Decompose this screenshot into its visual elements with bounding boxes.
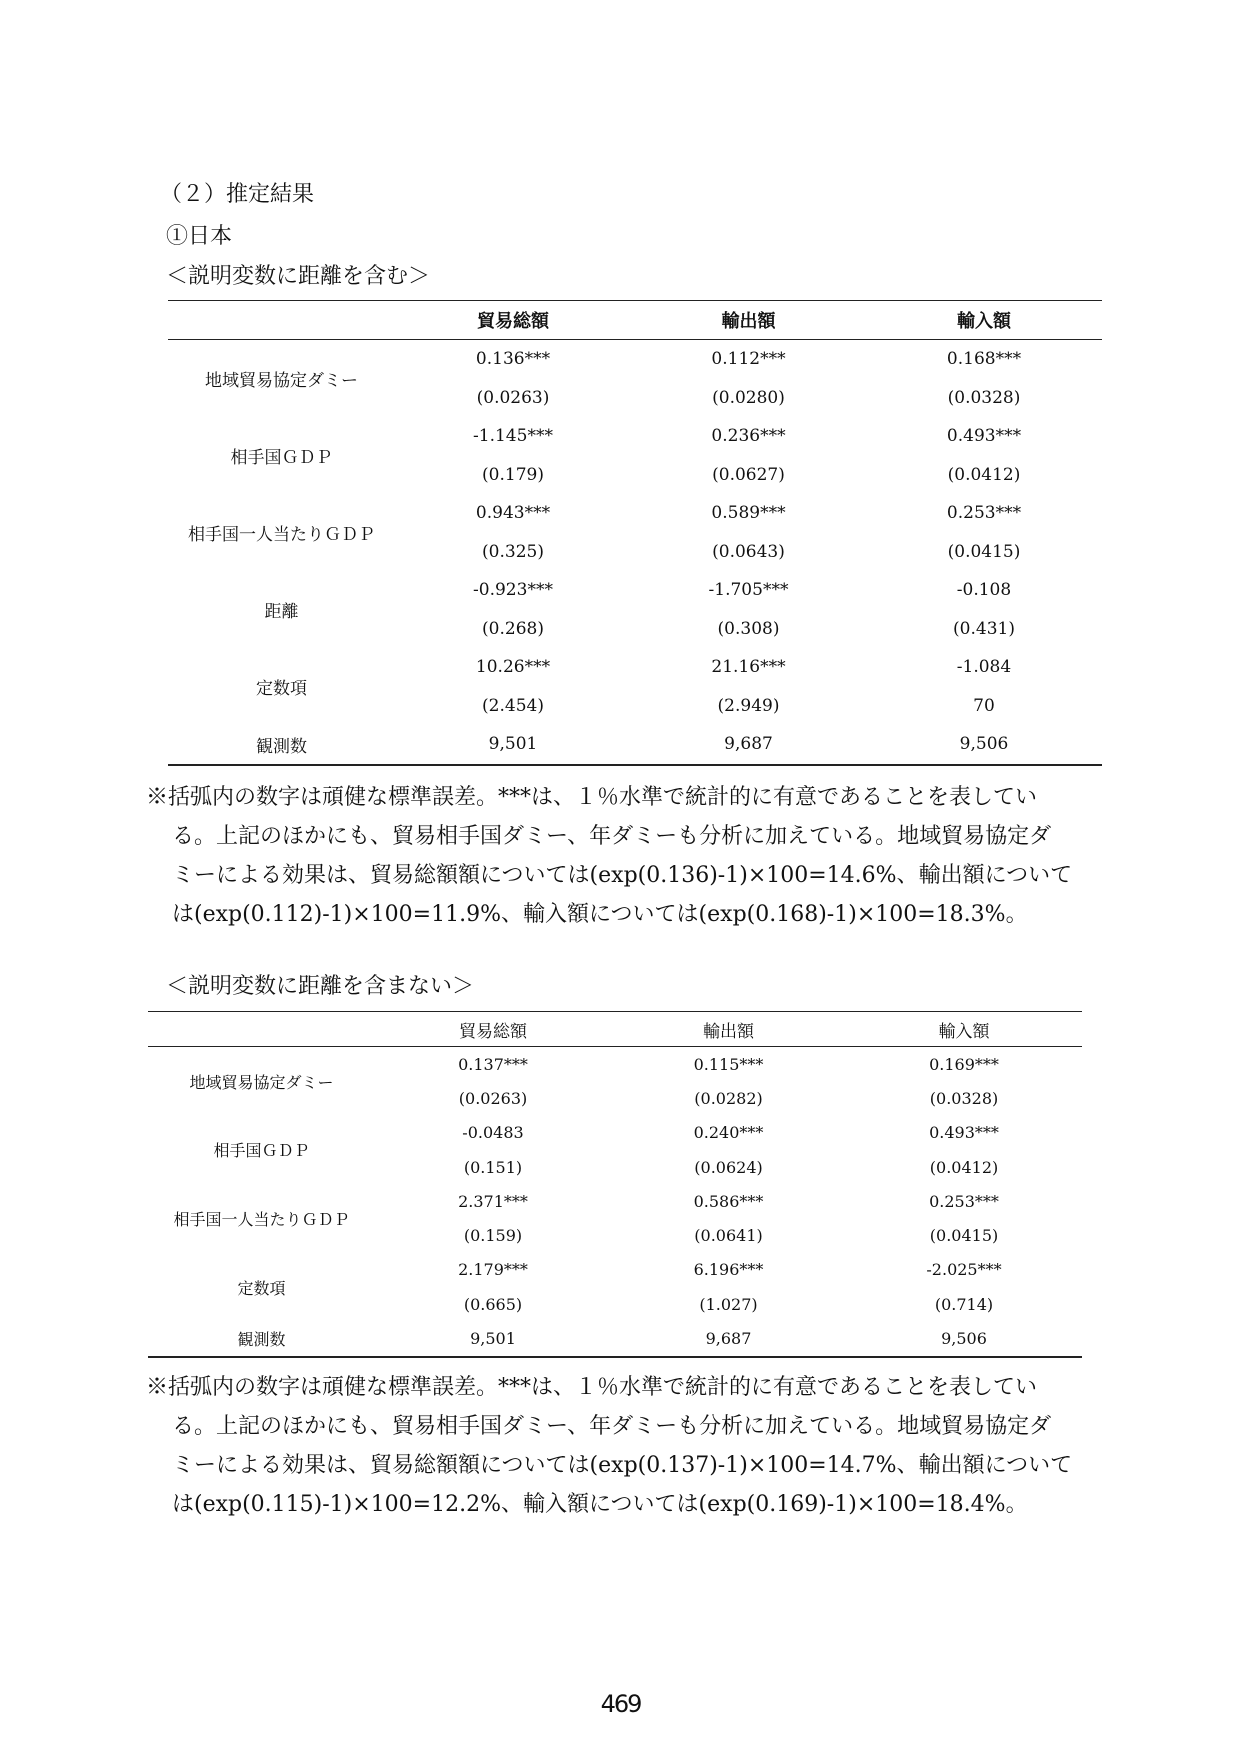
row-label: 地域貿易協定ダミー: [189, 1072, 334, 1092]
se-cell: (0.0412): [929, 1157, 999, 1177]
note-line: る。上記のほかにも、貿易相手国ダミー、年ダミーも分析に加えている。地域貿易協定ダ: [172, 824, 1052, 849]
coef-cell: -1.145***: [473, 426, 553, 447]
table1: [168, 300, 1102, 766]
table-row: [148, 1253, 1082, 1287]
row-label: 相手国一人当たりＧＤＰ: [173, 1209, 350, 1229]
coef-cell: 0.112***: [711, 349, 786, 370]
table1-header-blank: [168, 301, 395, 340]
row-label: 観測数: [148, 1321, 375, 1356]
se-cell: (0.0624): [694, 1157, 763, 1177]
coef-cell: -0.0483: [462, 1123, 524, 1143]
se-cell: (0.179): [482, 464, 544, 485]
se-cell: (0.431): [953, 618, 1015, 639]
coef-cell: 0.253***: [946, 503, 1022, 524]
table-row: [168, 417, 1102, 456]
note-line: は(exp(0.115)-1)×100=12.2%、輸入額については(exp(0.169)-1)×100=18.4%。: [172, 1492, 1028, 1517]
coef-cell: 0.136***: [475, 349, 551, 370]
table2-header-row: [148, 1012, 1082, 1047]
se-cell: (0.0328): [929, 1088, 999, 1108]
se-cell: (0.159): [463, 1226, 523, 1246]
section-heading: （２）推定結果: [160, 182, 315, 207]
coef-cell: 2.179***: [458, 1260, 528, 1280]
se-cell: (0.0643): [712, 541, 785, 562]
note-line: る。上記のほかにも、貿易相手国ダミー、年ダミーも分析に加えている。地域貿易協定ダ: [172, 1414, 1052, 1439]
coef-cell: 6.196***: [693, 1260, 764, 1280]
coef-cell: 0.586***: [693, 1191, 764, 1211]
table-row: [168, 571, 1102, 610]
coef-cell: -2.025***: [926, 1260, 1002, 1280]
se-cell: (2.949): [717, 695, 780, 716]
row-label: 定数項: [237, 1278, 286, 1298]
se-cell: (0.0641): [694, 1226, 763, 1246]
coef-cell: -1.084: [956, 657, 1012, 678]
coef-cell: 0.240***: [693, 1123, 764, 1143]
table-row: [168, 494, 1102, 533]
table1-header-total-trade: 貿易総額: [395, 301, 631, 340]
se-cell: (0.0415): [947, 541, 1021, 562]
se-cell: (0.0263): [476, 387, 550, 408]
se-cell: (0.0627): [712, 464, 785, 485]
row-label: 相手国ＧＤＰ: [213, 1141, 310, 1161]
se-cell: (0.0412): [947, 464, 1021, 485]
coef-cell: 0.115***: [693, 1054, 764, 1074]
table-row-observations: [148, 1321, 1082, 1356]
se-cell: (0.151): [463, 1157, 523, 1177]
note-line: ミーによる効果は、貿易総額額については(exp(0.137)-1)×100=14.7%、輸出額について: [172, 1453, 1073, 1478]
table-row-observations: [168, 725, 1102, 765]
row-label: 相手国ＧＤＰ: [230, 448, 333, 468]
se-cell: (0.268): [482, 618, 544, 639]
obs-cell: 9,501: [395, 725, 631, 765]
row-label: 距離: [264, 602, 299, 622]
coef-cell: 10.26***: [475, 657, 551, 678]
se-cell: 70: [973, 695, 995, 716]
table2-header-exports: 輸出額: [611, 1012, 846, 1047]
coef-cell: 0.168***: [946, 349, 1022, 370]
note-line: は(exp(0.112)-1)×100=11.9%、輸入額については(exp(0.168)-1)×100=18.3%。: [172, 902, 1028, 927]
table-row: [168, 340, 1102, 379]
se-cell: (0.0282): [694, 1088, 763, 1108]
table2-header-imports: 輸入額: [846, 1012, 1082, 1047]
coef-cell: 0.589***: [711, 503, 786, 524]
subsection-heading: ①日本: [166, 224, 233, 249]
table2: [148, 1011, 1082, 1358]
note-line: ※括弧内の数字は頑健な標準誤差。***は、１％水準で統計的に有意であることを表してい: [146, 1375, 1038, 1400]
table2-header-total-trade: 貿易総額: [375, 1012, 611, 1047]
coef-cell: -0.108: [956, 580, 1012, 601]
table2-header-blank: [148, 1012, 375, 1047]
se-cell: (0.714): [934, 1294, 994, 1314]
row-label: 定数項: [256, 679, 307, 699]
obs-cell: 9,506: [866, 725, 1102, 765]
se-cell: (0.0328): [947, 387, 1021, 408]
se-cell: (2.454): [482, 695, 544, 716]
coef-cell: 0.236***: [711, 426, 786, 447]
row-label: 相手国一人当たりＧＤＰ: [188, 525, 375, 545]
obs-cell: 9,687: [611, 1321, 846, 1356]
se-cell: (0.308): [717, 618, 780, 639]
coef-cell: 0.253***: [929, 1191, 999, 1211]
coef-cell: 0.169***: [929, 1054, 999, 1074]
obs-cell: 9,506: [846, 1321, 1082, 1356]
coef-cell: 0.137***: [458, 1054, 528, 1074]
se-cell: (0.0415): [929, 1226, 999, 1246]
se-cell: (0.665): [463, 1294, 523, 1314]
row-label: 地域貿易協定ダミー: [205, 371, 358, 391]
coef-cell: 21.16***: [711, 657, 786, 678]
coef-cell: 0.493***: [946, 426, 1022, 447]
table1-note: [146, 778, 1072, 934]
se-cell: (0.0280): [712, 387, 785, 408]
se-cell: (0.0263): [458, 1088, 528, 1108]
coef-cell: -1.705***: [708, 580, 789, 601]
table-row: [148, 1116, 1082, 1150]
coef-cell: 0.493***: [929, 1123, 999, 1143]
table1-caption: ＜説明変数に距離を含む＞: [166, 264, 431, 289]
table2-note: [146, 1368, 1072, 1524]
table-row: [148, 1047, 1082, 1082]
obs-cell: 9,501: [375, 1321, 611, 1356]
table-row: [168, 648, 1102, 687]
obs-cell: 9,687: [631, 725, 866, 765]
se-cell: (1.027): [699, 1294, 758, 1314]
page-number: 469: [600, 1690, 641, 1718]
note-line: ※括弧内の数字は頑健な標準誤差。***は、１％水準で統計的に有意であることを表してい: [146, 785, 1038, 810]
note-line: ミーによる効果は、貿易総額額については(exp(0.136)-1)×100=14.6%、輸出額について: [172, 863, 1073, 888]
se-cell: (0.325): [482, 541, 544, 562]
table-row: [148, 1184, 1082, 1218]
coef-cell: 0.943***: [475, 503, 551, 524]
table1-header-imports: 輸入額: [866, 301, 1102, 340]
table2-caption: ＜説明変数に距離を含まない＞: [166, 974, 475, 999]
row-label: 観測数: [168, 725, 395, 765]
coef-cell: -0.923***: [473, 580, 553, 601]
table1-header-row: [168, 301, 1102, 340]
coef-cell: 2.371***: [458, 1191, 528, 1211]
table1-header-exports: 輸出額: [631, 301, 866, 340]
